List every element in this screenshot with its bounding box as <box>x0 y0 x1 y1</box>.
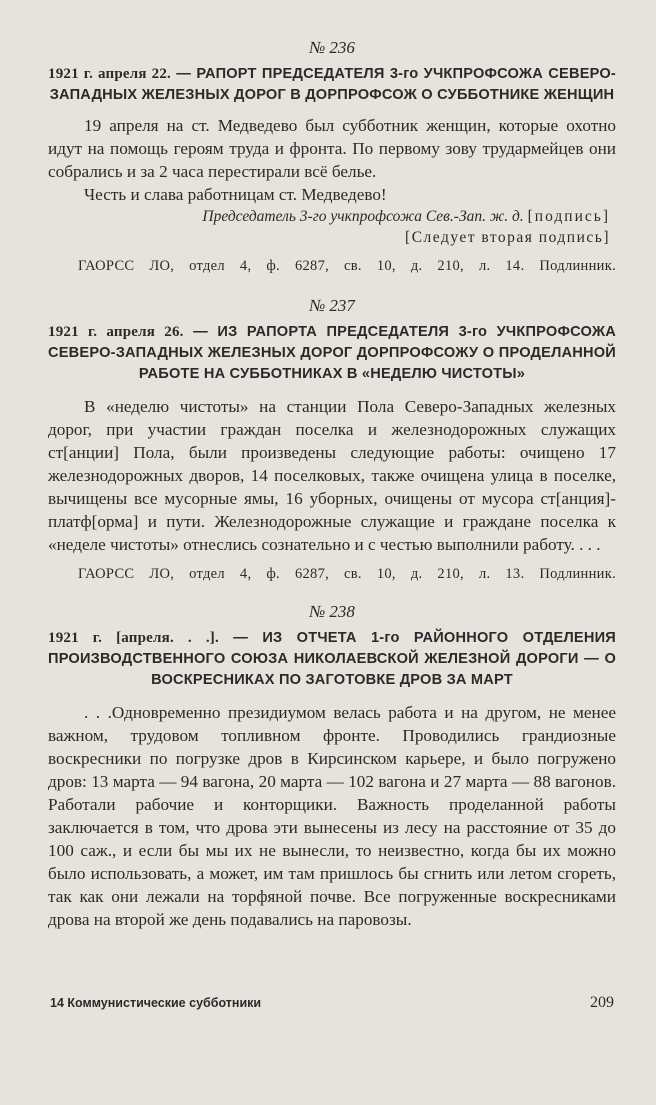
page-footer <box>50 994 614 1012</box>
document-number: № 236 <box>309 38 355 57</box>
document-paragraph: Честь и слава работницам ст. Медведево! <box>84 185 387 204</box>
document-date: 1921 г. апреля 22. <box>48 66 172 82</box>
document-date: 1921 г. [апреля. . .]. <box>48 630 219 646</box>
document-title: — РАПОРТ ПРЕДСЕДАТЕЛЯ 3-го УЧКПРОФСОЖА СЕВЕРО-ЗАПАДНЫХ ЖЕЛЕЗНЫХ ДОРОГ В ДОРПРОФСОЖ О СУББОТНИКЕ ЖЕНЩИН <box>49 66 616 103</box>
document-heading <box>48 628 616 691</box>
document-title: — ИЗ ОТЧЕТА 1-го РАЙОННОГО ОТДЕЛЕНИЯ ПРОИЗВОДСТВЕННОГО СОЮЗА НИКОЛАЕВСКОЙ ЖЕЛЕЗНОЙ ДОРОГИ — О ВОСКРЕСНИКАХ ПО ЗАГОТОВКЕ ДРОВ ЗА МАРТ <box>48 630 616 688</box>
signature-role: Председатель 3-го учкпрофсожа Сев.-Зап. ж. д. <box>202 208 524 225</box>
signature-line <box>48 206 616 227</box>
archive-source: ГАОРСС ЛО, отдел 4, ф. 6287, св. 10, д. 210, л. 14. Подлинник. <box>78 258 616 274</box>
document-date: 1921 г. апреля 26. <box>48 324 184 340</box>
archive-source: ГАОРСС ЛО, отдел 4, ф. 6287, св. 10, д. 210, л. 13. Подлинник. <box>78 566 616 582</box>
document-paragraph: В «неделю чистоты» на станции Пола Северо-Западных железных дорог, при участии граждан поселка и железнодорожных служащих ст[анции] Пола, были произведены следующие работы: очищено 17 железнодорожных дворов, 14 поселковых, также очищена улица в поселке, вычищены все мусорные ямы, 16 уборных, очищены от мусора ст[анция]-платф[орма] и пути. Железнодорожные служащие и граждане поселка к «неделе чистоты» отнеслись сознательно и с честью выполнили работу. . . . <box>48 397 616 554</box>
document-236 <box>48 38 616 276</box>
document-238 <box>48 602 616 931</box>
document-heading <box>48 64 616 106</box>
document-paragraph: 19 апреля на ст. Медведево был субботник женщин, которые охотно идут на помощь героям труда и фронта. По первому зову трудармейцев они собрались и за 2 часа перестирали всё белье. <box>48 116 616 181</box>
document-number: № 238 <box>309 602 355 621</box>
document-number: № 237 <box>309 296 355 315</box>
document-title: — ИЗ РАПОРТА ПРЕДСЕДАТЕЛЯ 3-го УЧКПРОФСОЖА СЕВЕРО-ЗАПАДНЫХ ЖЕЛЕЗНЫХ ДОРОГ ДОРПРОФСОЖУ О ПРОДЕЛАННОЙ РАБОТЕ НА СУББОТНИКАХ В «НЕДЕЛЮ ЧИСТОТЫ» <box>48 324 616 382</box>
signature-block <box>48 206 616 248</box>
signature-note: [Следует вторая подпись] <box>405 229 610 246</box>
document-paragraph: . . .Одновременно президиумом велась работа и на другом, не менее важном, трудовом топливном фронте. Проводились грандиозные воскресники по погрузке дров в Кирсинском карьере, и было погружено дров: 13 марта — 94 вагона, 20 марта — 102 вагона и 27 марта — 88 вагонов. Работали рабочие и конторщики. Важность проделанной работы заключается в том, что дрова эти вынесены из лесу на расстояние от 35 до 100 саж., и если бы мы их не вынесли, то неизвестно, когда бы их можно было использовать, а может, им там пришлось бы сгнить или летом сгореть, так как они лежали на торфяной почве. Все погруженные воскресниками дрова на второй же день подавались на паровозы. <box>48 703 616 929</box>
document-heading <box>48 322 616 385</box>
signature-mark: [подпись] <box>527 208 610 225</box>
page-number: 209 <box>590 994 614 1011</box>
signature-mark-footer: 14 Коммунистические субботники <box>50 996 262 1010</box>
document-237 <box>48 296 616 584</box>
